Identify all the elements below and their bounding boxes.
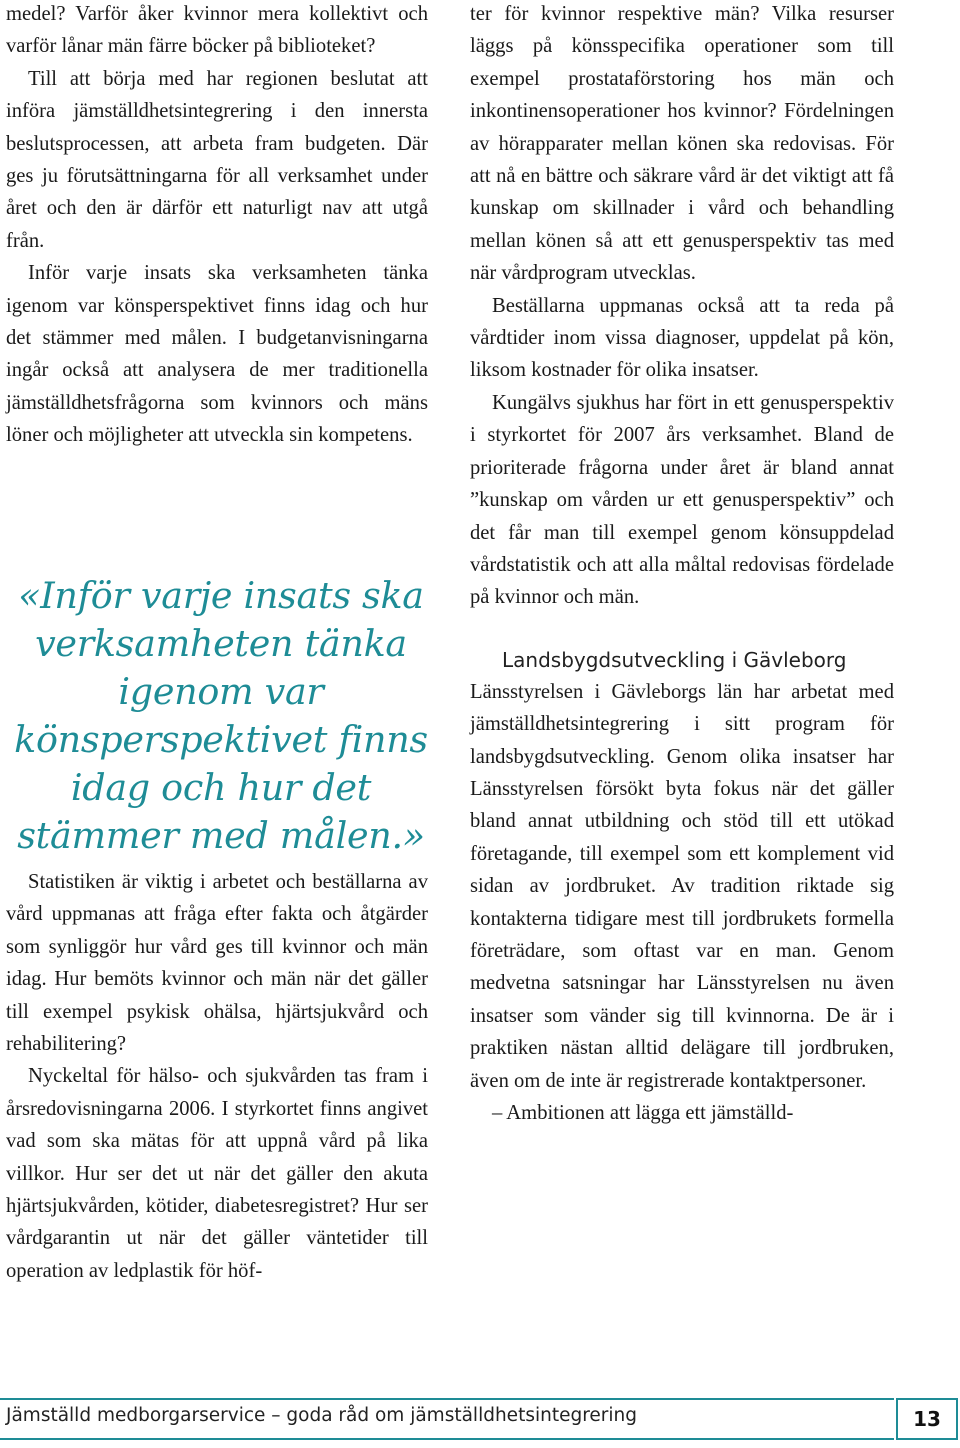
- right-column: [470, 0, 894, 1129]
- pull-quote: «Inför varje insats ska verksamheten tänka igenom var könsperspektivet finns idag och hur det stämmer med målen.»: [14, 574, 428, 857]
- right-paragraph-2: Beställarna uppmanas också att ta reda på vårdtider inom vissa diagnoser, uppdelat på kön, liksom kostnader för olika insatser.: [470, 294, 894, 382]
- right-paragraph-5: – Ambitionen att lägga ett jämställd-: [492, 1102, 794, 1124]
- left-paragraph-4: Statistiken är viktig i arbetet och beställarna av vård uppmanas att fråga efter fakta och åtgärder som synliggör hur vård ges till kvinnor och män idag. Hur bemöts kvinnor och män när det gäller till exempel psykisk ohälsa, hjärtsjukvård och rehabilitering?: [6, 871, 428, 1056]
- section-subheading: Landsbygdsutveckling i Gävleborg: [502, 647, 847, 672]
- left-paragraph-3: Inför varje insats ska verksamheten tänka igenom var könsperspektivet finns idag och hur det stämmer med målen. I budgetanvisningarna ingår också att analysera de mer traditionella jämställdhetsfrågorna som kvinnors och mäns löner och möjligheter att utveckla sin kompetens.: [6, 262, 428, 447]
- right-paragraph-3: Kungälvs sjukhus har fört in ett genusperspektiv i styrkortet för 2007 års verksamhet. Bland de prioriterade frågorna under året är bland annat ”kunskap om vården ur ett genusperspektiv” och det får man till exempel genom könsuppdelad vårdstatistik och att alla måltal redovisas fördelade på kvinnor och män.: [470, 391, 894, 609]
- left-paragraph-5: Nyckeltal för hälso- och sjukvården tas fram i årsredovisningarna 2006. I styrkortet finns angivet vad som ska mätas för att uppnå vård på lika villkor. Hur ser det ut när det gäller den akuta hjärtsjukvården, kötider, diabetesregistret? Hur ser vårdgarantin ut när det gäller väntetider till operation av ledplastik för höf-: [6, 1065, 428, 1282]
- footer-bottom-rule: [0, 1438, 894, 1440]
- page-footer: [0, 1398, 960, 1438]
- page-number: 13: [896, 1398, 958, 1440]
- footer-title: Jämställd medborgarservice – goda råd om jämställdhetsintegrering: [6, 1405, 637, 1426]
- right-paragraph-4: Länsstyrelsen i Gävleborgs län har arbetat med jämställdhetsintegrering i sitt program för landsbygdsutveckling. Genom olika insatser har Länsstyrelsen försökt byta fokus när det gäller bland annat utbildning och stöd till ett utökad företagande, till exempel som ett komplement vid sidan av jordbruket. Av tradition riktade sig kontakterna tidigare mest till jordbrukets formella företrädare, som oftast var en man. Genom medvetna satsningar har Länsstyrelsen nu även insatser som vänder sig till kvinnorna. De är i praktiken nästan alltid delägare till jordbruken, även om de inte är registrerade kontaktpersoner.: [470, 680, 894, 1092]
- right-paragraph-1: ter för kvinnor respektive män? Vilka resurser läggs på könsspecifika operationer som till exempel prostataförstoring hos män och inkontinensoperationer hos kvinnor? Fördelningen av hörapparater mellan könen ska redovisas. För att nå en bättre och säkrare vård är det viktigt att få kunskap om skillnader i vård och behandling mellan könen så att ett genusperspektiv tas med när vårdprogram utvecklas.: [470, 3, 894, 285]
- left-column-lower: [6, 866, 428, 1287]
- left-column: [6, 0, 428, 452]
- footer-top-rule: [0, 1398, 894, 1400]
- left-paragraph-1: medel? Varför åker kvinnor mera kollektivt och varför lånar män färre böcker på biblioteket?: [6, 3, 428, 58]
- left-paragraph-2: Till att börja med har regionen beslutat att införa jämställdhetsintegrering i den innersta beslutsprocessen, att arbeta fram budgeten. Där ges ju förutsättningarna för all verksamhet under året och den är därför ett naturligt nav att utgå från.: [6, 67, 428, 252]
